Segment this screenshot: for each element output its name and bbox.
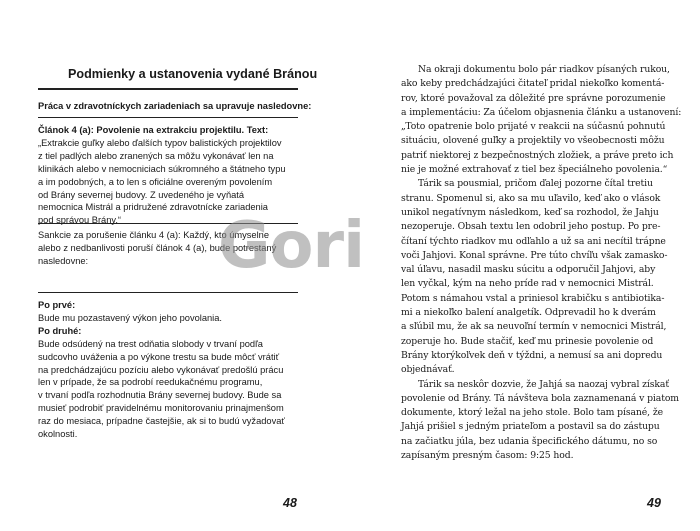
watermark-logo: Gori <box>218 209 364 283</box>
body-line: situáciu, olovené guľky a projektily vo všeobecnosti môžu <box>401 135 665 147</box>
article-line: „Extrakcie guľky alebo ďalších typov balistických projektilov <box>38 137 282 148</box>
article-line: a im podobných, a to len s oficiálne overeným povolením <box>38 176 273 187</box>
penalty-first-label: Po prvé: <box>38 300 76 310</box>
body-line: na začiatku júla, bez udania špecifického dátumu, no so <box>401 435 658 447</box>
penalty-line: Bude odsúdený na trest odňatia slobody v trvaní podľa <box>38 338 263 349</box>
body-line: unikol negatívnym následkom, keď sa rozhodol, že Jahju <box>401 206 659 218</box>
body-line: val úľavu, nasadil masku súcitu a odporučil Jahjovi, aby <box>401 264 656 276</box>
divider <box>38 88 298 90</box>
body-line: zapísaným presným časom: 9:25 hod. <box>401 450 574 462</box>
body-line: stranu. Spomenul si, ako sa mu uľavilo, keď ako o vlások <box>401 192 661 204</box>
penalty-second-text <box>38 338 300 441</box>
body-line: Potom s námahou vstal a priniesol krabičku s antibiotika- <box>401 292 665 304</box>
penalty-line: musieť podrobiť pravidelnému monitorovaniu prinajmenšom <box>38 403 284 414</box>
article-line: z tiel padlých alebo zranených sa môžu vykonávať len na <box>38 150 274 161</box>
article-line: pod správou Brány.“ <box>38 215 122 226</box>
body-line: ako keby predchádzajúci čitateľ pridal niekoľko komentá- <box>401 78 665 90</box>
penalty-line: len v prípade, že sa podrobí reedukačnému programu, <box>38 377 263 388</box>
body-line: čítaní týchto riadkov mu odľahlo a už sa ani necítil trápne <box>401 235 666 247</box>
article-text <box>38 137 300 227</box>
penalty-line: sudcovho uváženia a po výkone trestu sa bude môcť vrátiť <box>38 351 280 362</box>
article-line: klinikách alebo v nemocniciach súkromného a štátneho typu <box>38 163 286 174</box>
article-line: od Brány severnej budovy. Z uvedeného je vyňatá <box>38 189 245 200</box>
body-line: dokumente, ktorý ležal na jeho stole. Bolo tam písané, že <box>401 407 663 419</box>
body-line: Na okraji dokumentu bolo pár riadkov písaných rukou, <box>418 64 670 75</box>
penalty-section <box>38 299 300 441</box>
sanction-section <box>38 229 300 268</box>
document-title: Podmienky a ustanovenia vydané Bránou <box>68 67 318 81</box>
body-line: Jahjá prišiel s jedným priateľom a postavil sa do zástupu <box>401 421 660 433</box>
body-line: „Toto opatrenie bolo prijaté v reakcii na súčasnú pohnutú <box>401 121 666 133</box>
body-line: Tárik sa pousmial, pričom ďalej pozorne čítal tretiu <box>418 178 653 190</box>
right-page <box>350 0 700 531</box>
penalty-line: v trvaní podľa rozhodnutia Brány severnej budovy. Bude sa <box>38 390 282 401</box>
body-line: objednávať. <box>401 364 455 376</box>
body-line: povolenie od Brány. Tá návšteva bola zaznamenaná v piatom <box>401 392 679 404</box>
intro-section <box>38 100 312 113</box>
divider <box>38 117 298 118</box>
article-line: nemocnica Mistrál a pridružené zdravotnícke zariadenia <box>38 202 268 213</box>
body-line: voči Jahjovi. Konal správne. Pre túto chvíľu však zamasko- <box>401 249 668 261</box>
body-line: nezoperuje. Obsah textu len odobril jeho postup. Po pre- <box>401 221 661 233</box>
body-line: zoperuje ho. Bude stačiť, keď mu prinesie povolenie od <box>401 335 654 347</box>
divider <box>38 223 298 224</box>
sanction-line: alebo z nedbanlivosti poruší článok 4 (a), bude potrestaný <box>38 242 277 253</box>
body-line: len vyčkal, kým na neho príde rad v nemocnici Mistrál. <box>401 278 654 290</box>
sanction-text <box>38 229 300 268</box>
sanction-line: nasledovne: <box>38 255 89 266</box>
body-line: Brány ktorýkoľvek deň v týždni, a nemusí sa ani dopredu <box>401 349 663 361</box>
body-line: rov, ktoré považoval za dôležité pre správne porozumenie <box>401 92 666 104</box>
page-number: 48 <box>283 496 297 510</box>
body-text <box>401 63 682 463</box>
penalty-second-label: Po druhé: <box>38 325 82 336</box>
penalty-line: raz do mesiaca, prípadne častejšie, ak si to budú vyžadovať <box>38 416 285 427</box>
page-number: 49 <box>647 496 661 510</box>
body-line: a sľúbil mu, že ak sa neuvoľní termín v nemocnici Mistrál, <box>401 321 667 333</box>
body-line: patriť niektorej z bezpečnostných zložiek, a práve preto ich <box>401 149 674 161</box>
sanction-line: Sankcie za porušenie článku 4 (a): Každý, kto úmyselne <box>38 230 269 240</box>
article-section <box>38 124 300 227</box>
body-line: nie je možné extrahovať z tiel bez špeciálneho povolenia.“ <box>401 164 668 176</box>
body-line: a implementáciu: Za účelom objasnenia článku a ustanovení: <box>401 106 682 118</box>
divider <box>38 292 298 293</box>
article-heading: Článok 4 (a): Povolenie na extrakciu projektilu. Text: <box>38 125 269 135</box>
penalty-first-text: Bude mu pozastavený výkon jeho povolania. <box>38 312 222 323</box>
body-line: mi a niekoľko balení analgetík. Odprevadil ho k dverám <box>401 307 656 319</box>
penalty-line: na predchádzajúcu pozíciu alebo vykonávať predošlú prácu <box>38 364 284 375</box>
intro-text: Práca v zdravotníckych zariadeniach sa upravuje nasledovne: <box>38 101 312 111</box>
body-line: Tárik sa neskôr dozvie, že Jahjá sa naozaj vybral získať <box>418 378 669 390</box>
penalty-line: okolnosti. <box>38 429 78 440</box>
